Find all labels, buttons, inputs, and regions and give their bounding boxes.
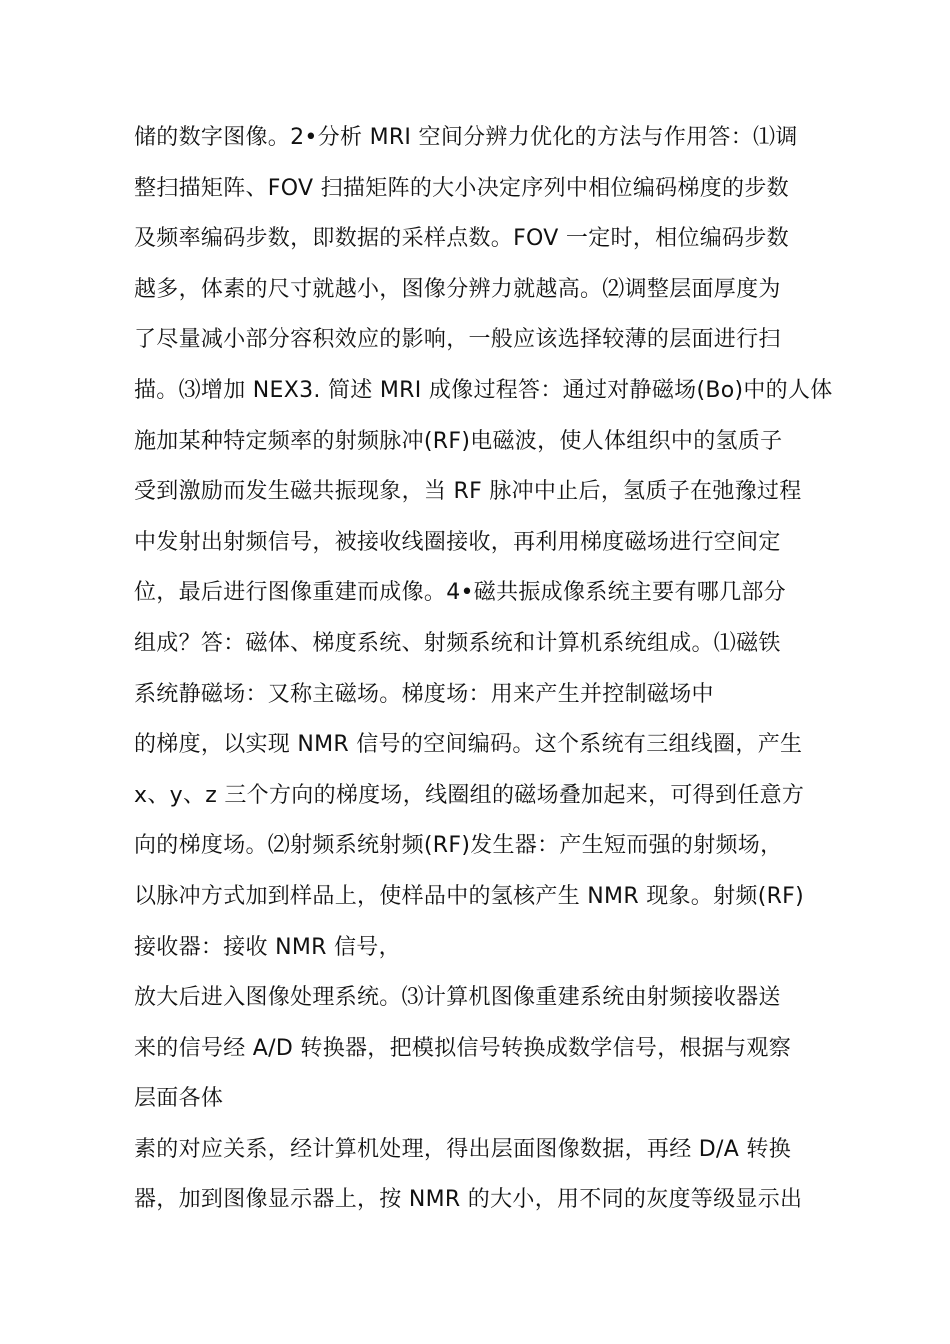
text-line: 受到激励而发生磁共振现象，当 RF 脉冲中止后，氢质子在弛豫过程 [134, 479, 802, 505]
text-line: 及频率编码步数，即数据的采样点数。FOV 一定时，相位编码步数 [134, 226, 789, 252]
text-line: 器，加到图像显示器上，按 NMR 的大小，用不同的灰度等级显示出 [134, 1187, 803, 1213]
text-line: 放大后进入图像处理系统。⑶计算机图像重建系统由射频接收器送 [134, 985, 781, 1011]
body-text [134, 113, 834, 1226]
text-line: 了尽量减小部分容积效应的影响，一般应该选择较薄的层面进行扫 [134, 327, 781, 353]
text-line: 的梯度，以实现 NMR 信号的空间编码。这个系统有三组线圈，产生 [134, 732, 803, 758]
text-line: 层面各体 [134, 1086, 224, 1112]
text-line: 素的对应关系，经计算机处理，得出层面图像数据，再经 D/A 转换 [134, 1136, 791, 1162]
text-line: 以脉冲方式加到样品上，使样品中的氢核产生 NMR 现象。射频(RF) [134, 883, 805, 909]
text-line: 系统静磁场：又称主磁场。梯度场：用来产生并控制磁场中 [134, 681, 714, 707]
text-line: x、y、z 三个方向的梯度场，线圈组的磁场叠加起来，可得到任意方 [134, 782, 805, 808]
text-line: 位，最后进行图像重建而成像。4•磁共振成像系统主要有哪几部分 [134, 580, 786, 606]
text-line: 接收器：接收 NMR 信号， [134, 934, 401, 960]
text-line: 中发射出射频信号，被接收线圈接收，再利用梯度磁场进行空间定 [134, 529, 781, 555]
text-line: 向的梯度场。⑵射频系统射频(RF)发生器：产生短而强的射频场， [134, 833, 783, 859]
text-line: 来的信号经 A/D 转换器，把模拟信号转换成数学信号，根据与观察 [134, 1035, 791, 1061]
text-line: 整扫描矩阵、FOV 扫描矩阵的大小决定序列中相位编码梯度的步数 [134, 175, 789, 201]
text-line: 储的数字图像。2•分析 MRI 空间分辨力优化的方法与作用答：⑴调 [134, 125, 798, 150]
text-line: 描。⑶增加 NEX3. 简述 MRI 成像过程答：通过对静磁场(Bo)中的人体 [134, 377, 833, 403]
text-line: 组成？答：磁体、梯度系统、射频系统和计算机系统组成。⑴磁铁 [134, 630, 781, 656]
text-line: 施加某种特定频率的射频脉冲(RF)电磁波，使人体组织中的氢质子 [134, 428, 783, 454]
text-line: 越多，体素的尺寸就越小，图像分辨力就越高。⑵调整层面厚度为 [134, 276, 781, 302]
